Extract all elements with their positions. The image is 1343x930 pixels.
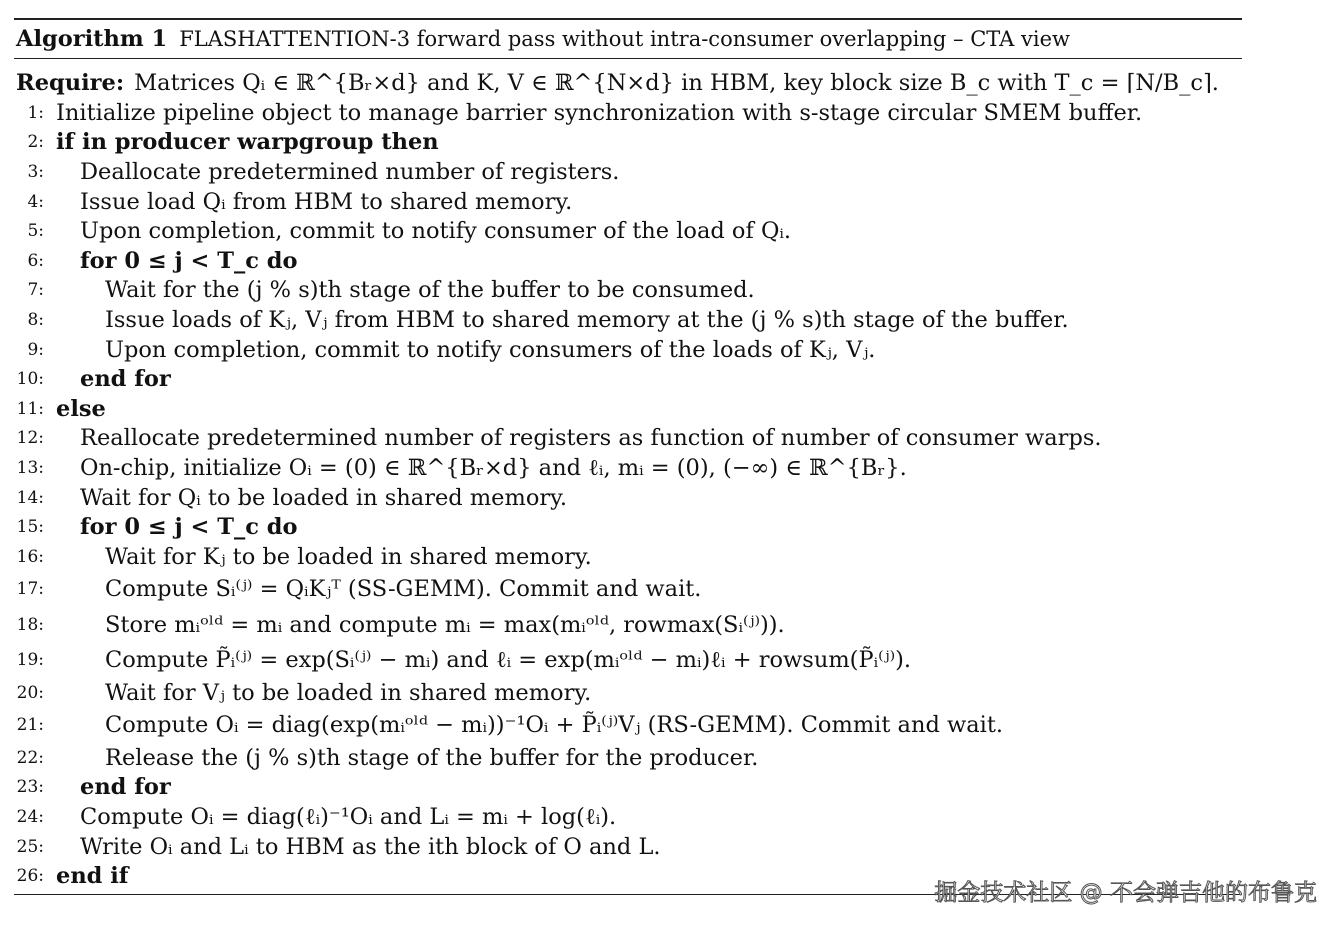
algorithm-line — [14, 187, 1242, 217]
line-text: Write Oᵢ and Lᵢ to HBM as the ith block of O and L. — [80, 833, 661, 860]
line-text: end for — [80, 774, 171, 801]
algorithm-line — [14, 708, 1242, 744]
line-text: On-chip, initialize Oᵢ = (0) ∈ ℝ^{Bᵣ×d} and ℓᵢ, mᵢ = (0), (−∞) ∈ ℝ^{Bᵣ}. — [80, 454, 907, 481]
algorithm-block — [14, 18, 1242, 895]
algorithm-line — [14, 678, 1242, 708]
line-number: 11: — [16, 398, 44, 419]
line-number: 20: — [16, 682, 44, 703]
line-number: 18: — [16, 614, 44, 635]
line-number: 14: — [16, 487, 44, 508]
algorithm-line — [14, 305, 1242, 335]
algorithm-line — [14, 773, 1242, 803]
line-number: 16: — [16, 546, 44, 567]
algorithm-line — [14, 802, 1242, 832]
algorithm-line — [14, 128, 1242, 158]
algorithm-line — [14, 216, 1242, 246]
line-text: Upon completion, commit to notify consumers of the loads of Kⱼ, Vⱼ. — [105, 336, 876, 363]
algorithm-line — [14, 335, 1242, 365]
line-text: Deallocate predetermined number of registers. — [80, 158, 620, 185]
line-text: Compute Oᵢ = diag(ℓᵢ)⁻¹Oᵢ and Lᵢ = mᵢ + log(ℓᵢ). — [80, 804, 617, 831]
watermark: 掘金技术社区 @ 不会弹吉他的布鲁克 — [934, 880, 1317, 906]
line-number: 6: — [27, 250, 44, 271]
algorithm-line — [14, 832, 1242, 862]
line-number: 13: — [16, 457, 44, 478]
line-text: Wait for the (j % s)th stage of the buffer to be consumed. — [105, 277, 755, 304]
line-text: Upon completion, commit to notify consumer of the load of Qᵢ. — [80, 218, 792, 245]
algorithm-line — [14, 157, 1242, 187]
line-text: Issue load Qᵢ from HBM to shared memory. — [80, 188, 573, 215]
title-rule — [14, 58, 1242, 59]
line-number: 8: — [27, 309, 44, 330]
algorithm-title — [14, 20, 1242, 58]
line-number: 19: — [16, 650, 44, 671]
line-number: 26: — [16, 866, 44, 887]
algorithm-line — [14, 743, 1242, 773]
algorithm-line — [14, 542, 1242, 572]
line-number: 12: — [16, 428, 44, 449]
algorithm-line — [14, 394, 1242, 424]
line-text: Wait for Kⱼ to be loaded in shared memory. — [105, 543, 592, 570]
algorithm-line — [14, 276, 1242, 306]
line-number: 9: — [27, 339, 44, 360]
line-text: end if — [56, 863, 129, 890]
line-text: Wait for Vⱼ to be loaded in shared memory. — [105, 679, 592, 706]
line-number: 24: — [16, 807, 44, 828]
line-text: Release the (j % s)th stage of the buffer for the producer. — [105, 744, 759, 771]
line-text: Wait for Qᵢ to be loaded in shared memory. — [80, 484, 568, 511]
require-line — [14, 67, 1242, 98]
line-number: 21: — [16, 715, 44, 736]
line-number: 4: — [27, 191, 44, 212]
line-number: 15: — [16, 517, 44, 538]
line-number: 22: — [16, 747, 44, 768]
line-number: 25: — [16, 836, 44, 857]
algorithm-line — [14, 607, 1242, 643]
line-number: 7: — [27, 280, 44, 301]
line-text: for 0 ≤ j < T_c do — [80, 247, 298, 274]
algorithm-line — [14, 512, 1242, 542]
line-text: end for — [80, 366, 171, 393]
line-number: 23: — [16, 777, 44, 798]
line-number: 5: — [27, 221, 44, 242]
line-number: 2: — [27, 132, 44, 153]
line-text: Compute Oᵢ = diag(exp(mᵢᵒˡᵈ − mᵢ))⁻¹Oᵢ + P̃ᵢ⁽ʲ⁾Vⱼ (RS-GEMM). Commit and wait. — [105, 712, 1004, 739]
line-text: Compute Sᵢ⁽ʲ⁾ = QᵢKⱼᵀ (SS-GEMM). Commit and wait. — [105, 576, 702, 603]
algorithm-number: Algorithm 1 — [16, 26, 168, 52]
algorithm-line — [14, 364, 1242, 394]
algorithm-caption: FLASHATTENTION-3 forward pass without intra-consumer overlapping – CTA view — [179, 27, 1070, 51]
line-text: Initialize pipeline object to manage barrier synchronization with s-stage circular SMEM buffer. — [56, 99, 1143, 126]
line-number: 10: — [16, 369, 44, 390]
line-number: 1: — [27, 102, 44, 123]
algorithm-line — [14, 424, 1242, 454]
require-label: Require: — [16, 69, 125, 96]
line-number: 17: — [16, 579, 44, 600]
algorithm-line — [14, 453, 1242, 483]
line-text: else — [56, 395, 106, 422]
algorithm-lines — [14, 98, 1242, 891]
line-text: Store mᵢᵒˡᵈ = mᵢ and compute mᵢ = max(mᵢᵒˡᵈ, rowmax(Sᵢ⁽ʲ⁾)). — [105, 611, 785, 638]
line-text: Reallocate predetermined number of registers as function of number of consumer warps. — [80, 425, 1102, 452]
line-text: for 0 ≤ j < T_c do — [80, 514, 298, 541]
line-number: 3: — [27, 161, 44, 182]
algorithm-line — [14, 246, 1242, 276]
line-text: Compute P̃ᵢ⁽ʲ⁾ = exp(Sᵢ⁽ʲ⁾ − mᵢ) and ℓᵢ = exp(mᵢᵒˡᵈ − mᵢ)ℓᵢ + rowsum(P̃ᵢ⁽ʲ⁾). — [105, 647, 912, 674]
algorithm-line — [14, 98, 1242, 128]
line-text: if in producer warpgroup then — [56, 129, 439, 156]
line-text: Issue loads of Kⱼ, Vⱼ from HBM to shared memory at the (j % s)th stage of the buffer. — [105, 306, 1069, 333]
algorithm-line — [14, 483, 1242, 513]
require-text: Matrices Qᵢ ∈ ℝ^{Bᵣ×d} and K, V ∈ ℝ^{N×d} in HBM, key block size B_c with T_c = ⌈N/B_c⌉. — [134, 69, 1219, 96]
algorithm-line — [14, 643, 1242, 679]
algorithm-line — [14, 572, 1242, 608]
